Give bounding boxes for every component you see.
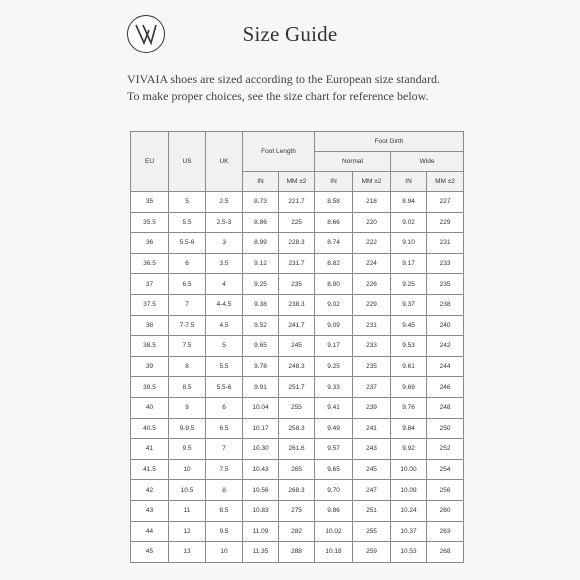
cell-uk: 3 (206, 233, 243, 254)
cell-wide-mm: 268 (427, 542, 464, 563)
cell-length-mm: 282 (279, 521, 315, 542)
cell-length-in: 9.12 (243, 253, 279, 274)
cell-normal-mm: 237 (353, 377, 391, 398)
cell-uk: 8.5 (206, 500, 243, 521)
cell-length-in: 9.25 (243, 274, 279, 295)
cell-length-in: 9.38 (243, 294, 279, 315)
cell-uk: 5.5 (206, 356, 243, 377)
cell-wide-mm: 233 (427, 253, 464, 274)
cell-eu: 40 (131, 397, 169, 418)
cell-length-in: 9.91 (243, 377, 279, 398)
cell-normal-mm: 218 (353, 192, 391, 213)
table-row (131, 397, 464, 418)
cell-normal-in: 9.33 (315, 377, 353, 398)
cell-normal-in: 10.02 (315, 521, 353, 542)
cell-wide-mm: 254 (427, 459, 464, 480)
header-length-mm: MM ±2 (279, 172, 315, 192)
intro-line: To make proper choices, see the size chart for reference below. (127, 89, 429, 103)
cell-length-mm: 288 (279, 542, 315, 563)
header-uk: UK (206, 132, 243, 192)
table-row (131, 521, 464, 542)
cell-wide-mm: 263 (427, 521, 464, 542)
cell-eu: 39 (131, 356, 169, 377)
cell-length-mm: 245 (279, 336, 315, 357)
cell-uk: 4 (206, 274, 243, 295)
cell-wide-in: 9.45 (391, 315, 427, 336)
cell-wide-in: 9.25 (391, 274, 427, 295)
cell-wide-mm: 242 (427, 336, 464, 357)
cell-length-in: 10.04 (243, 397, 279, 418)
cell-wide-in: 9.76 (391, 397, 427, 418)
cell-length-in: 8.73 (243, 192, 279, 213)
cell-wide-mm: 229 (427, 212, 464, 233)
cell-us: 7.5 (169, 336, 206, 357)
cell-normal-in: 9.25 (315, 356, 353, 377)
cell-eu: 37 (131, 274, 169, 295)
cell-normal-mm: 226 (353, 274, 391, 295)
table-row (131, 480, 464, 501)
cell-normal-mm: 224 (353, 253, 391, 274)
cell-length-in: 10.83 (243, 500, 279, 521)
cell-eu: 38.5 (131, 336, 169, 357)
cell-eu: 38 (131, 315, 169, 336)
cell-wide-in: 9.84 (391, 418, 427, 439)
table-row (131, 294, 464, 315)
cell-wide-mm: 256 (427, 480, 464, 501)
cell-eu: 41.5 (131, 459, 169, 480)
cell-length-mm: 275 (279, 500, 315, 521)
cell-eu: 35 (131, 192, 169, 213)
cell-eu: 43 (131, 500, 169, 521)
cell-length-in: 9.78 (243, 356, 279, 377)
cell-us: 5 (169, 192, 206, 213)
header-us: US (169, 132, 206, 192)
cell-uk: 6.5 (206, 418, 243, 439)
cell-us: 10 (169, 459, 206, 480)
cell-eu: 39.5 (131, 377, 169, 398)
table-row (131, 439, 464, 460)
cell-us: 6 (169, 253, 206, 274)
cell-us: 5.5-6 (169, 233, 206, 254)
cell-normal-mm: 239 (353, 397, 391, 418)
table-row (131, 459, 464, 480)
cell-uk: 7.5 (206, 459, 243, 480)
cell-eu: 36 (131, 233, 169, 254)
cell-us: 7-7.5 (169, 315, 206, 336)
cell-normal-mm: 222 (353, 233, 391, 254)
cell-normal-in: 8.66 (315, 212, 353, 233)
table-row (131, 274, 464, 295)
header-foot-length: Foot Length (243, 132, 315, 172)
cell-normal-mm: 243 (353, 439, 391, 460)
cell-wide-in: 10.24 (391, 500, 427, 521)
cell-eu: 37.5 (131, 294, 169, 315)
table-row (131, 192, 464, 213)
cell-wide-in: 9.37 (391, 294, 427, 315)
cell-wide-mm: 235 (427, 274, 464, 295)
cell-wide-mm: 238 (427, 294, 464, 315)
cell-eu: 45 (131, 542, 169, 563)
cell-uk: 5 (206, 336, 243, 357)
cell-eu: 41 (131, 439, 169, 460)
header-wide-in: IN (391, 172, 427, 192)
cell-length-in: 11.35 (243, 542, 279, 563)
cell-wide-in: 8.94 (391, 192, 427, 213)
cell-normal-in: 9.09 (315, 315, 353, 336)
cell-normal-mm: 245 (353, 459, 391, 480)
table-row (131, 542, 464, 563)
cell-normal-in: 8.74 (315, 233, 353, 254)
table-row (131, 233, 464, 254)
cell-wide-in: 9.02 (391, 212, 427, 233)
cell-eu: 40.5 (131, 418, 169, 439)
page-title: Size Guide (242, 22, 338, 46)
cell-length-mm: 241.7 (279, 315, 315, 336)
header-length-in: IN (243, 172, 279, 192)
cell-normal-mm: 255 (353, 521, 391, 542)
header-normal: Normal (315, 152, 391, 172)
header-wide: Wide (391, 152, 464, 172)
cell-wide-mm: 231 (427, 233, 464, 254)
cell-normal-in: 9.41 (315, 397, 353, 418)
cell-length-in: 9.65 (243, 336, 279, 357)
cell-normal-in: 9.57 (315, 439, 353, 460)
cell-length-mm: 238.3 (279, 294, 315, 315)
cell-normal-mm: 235 (353, 356, 391, 377)
cell-normal-in: 8.90 (315, 274, 353, 295)
cell-length-mm: 258.3 (279, 418, 315, 439)
cell-eu: 35.5 (131, 212, 169, 233)
cell-normal-in: 9.65 (315, 459, 353, 480)
table-row (131, 500, 464, 521)
cell-length-mm: 251.7 (279, 377, 315, 398)
cell-length-in: 8.86 (243, 212, 279, 233)
intro-line: VIVAIA shoes are sized according to the European size standard. (127, 72, 441, 86)
cell-normal-in: 9.86 (315, 500, 353, 521)
cell-normal-in: 9.17 (315, 336, 353, 357)
table-row (131, 377, 464, 398)
cell-uk: 5.5-6 (206, 377, 243, 398)
size-rows (131, 192, 464, 563)
cell-uk: 2.5-3 (206, 212, 243, 233)
cell-wide-mm: 227 (427, 192, 464, 213)
cell-us: 5.5 (169, 212, 206, 233)
cell-length-mm: 248.3 (279, 356, 315, 377)
cell-wide-mm: 260 (427, 500, 464, 521)
cell-normal-mm: 259 (353, 542, 391, 563)
table-row (131, 212, 464, 233)
cell-uk: 7 (206, 439, 243, 460)
header-normal-mm: MM ±2 (353, 172, 391, 192)
cell-us: 8 (169, 356, 206, 377)
cell-us: 9.5 (169, 439, 206, 460)
cell-us: 7 (169, 294, 206, 315)
cell-wide-mm: 246 (427, 377, 464, 398)
cell-us: 12 (169, 521, 206, 542)
cell-wide-in: 10.00 (391, 459, 427, 480)
cell-uk: 4-4.5 (206, 294, 243, 315)
header-eu: EU (131, 132, 169, 192)
cell-normal-in: 9.49 (315, 418, 353, 439)
cell-uk: 6 (206, 397, 243, 418)
cell-length-in: 10.43 (243, 459, 279, 480)
cell-length-in: 9.52 (243, 315, 279, 336)
header-normal-in: IN (315, 172, 353, 192)
cell-us: 10.5 (169, 480, 206, 501)
cell-wide-mm: 252 (427, 439, 464, 460)
cell-uk: 10 (206, 542, 243, 563)
table-row (131, 418, 464, 439)
cell-length-in: 10.17 (243, 418, 279, 439)
cell-normal-mm: 241 (353, 418, 391, 439)
cell-length-in: 10.30 (243, 439, 279, 460)
cell-normal-in: 8.82 (315, 253, 353, 274)
cell-normal-in: 9.70 (315, 480, 353, 501)
cell-wide-in: 9.69 (391, 377, 427, 398)
cell-length-mm: 235 (279, 274, 315, 295)
cell-length-mm: 268.3 (279, 480, 315, 501)
cell-wide-mm: 244 (427, 356, 464, 377)
cell-wide-in: 10.37 (391, 521, 427, 542)
header-foot-girth: Foot Girth (315, 132, 464, 152)
cell-us: 9 (169, 397, 206, 418)
cell-length-in: 11.09 (243, 521, 279, 542)
cell-uk: 8 (206, 480, 243, 501)
cell-normal-mm: 251 (353, 500, 391, 521)
table-row (131, 336, 464, 357)
header-wide-mm: MM ±2 (427, 172, 464, 192)
cell-us: 6.5 (169, 274, 206, 295)
cell-uk: 9.5 (206, 521, 243, 542)
cell-wide-mm: 250 (427, 418, 464, 439)
cell-wide-in: 10.53 (391, 542, 427, 563)
cell-eu: 44 (131, 521, 169, 542)
cell-normal-in: 9.02 (315, 294, 353, 315)
cell-normal-mm: 247 (353, 480, 391, 501)
cell-length-mm: 265 (279, 459, 315, 480)
cell-us: 8.5 (169, 377, 206, 398)
cell-uk: 3.5 (206, 253, 243, 274)
cell-normal-mm: 229 (353, 294, 391, 315)
cell-wide-in: 9.92 (391, 439, 427, 460)
cell-normal-mm: 233 (353, 336, 391, 357)
table-row (131, 315, 464, 336)
cell-wide-in: 9.17 (391, 253, 427, 274)
cell-us: 13 (169, 542, 206, 563)
size-chart-table (130, 131, 464, 563)
cell-normal-mm: 220 (353, 212, 391, 233)
cell-wide-in: 9.10 (391, 233, 427, 254)
intro-text (127, 71, 487, 105)
cell-uk: 4.5 (206, 315, 243, 336)
cell-normal-in: 8.58 (315, 192, 353, 213)
cell-length-mm: 231.7 (279, 253, 315, 274)
cell-length-in: 10.56 (243, 480, 279, 501)
cell-wide-mm: 248 (427, 397, 464, 418)
cell-us: 11 (169, 500, 206, 521)
cell-length-mm: 228.3 (279, 233, 315, 254)
cell-length-mm: 261.6 (279, 439, 315, 460)
cell-length-mm: 255 (279, 397, 315, 418)
cell-normal-mm: 231 (353, 315, 391, 336)
table-row (131, 356, 464, 377)
cell-length-mm: 221.7 (279, 192, 315, 213)
cell-us: 9-9.5 (169, 418, 206, 439)
cell-wide-in: 10.09 (391, 480, 427, 501)
cell-wide-in: 9.61 (391, 356, 427, 377)
cell-length-in: 8.99 (243, 233, 279, 254)
cell-uk: 2.5 (206, 192, 243, 213)
cell-eu: 42 (131, 480, 169, 501)
table-row (131, 253, 464, 274)
cell-wide-mm: 240 (427, 315, 464, 336)
cell-length-mm: 225 (279, 212, 315, 233)
cell-eu: 36.5 (131, 253, 169, 274)
cell-normal-in: 10.18 (315, 542, 353, 563)
cell-wide-in: 9.53 (391, 336, 427, 357)
